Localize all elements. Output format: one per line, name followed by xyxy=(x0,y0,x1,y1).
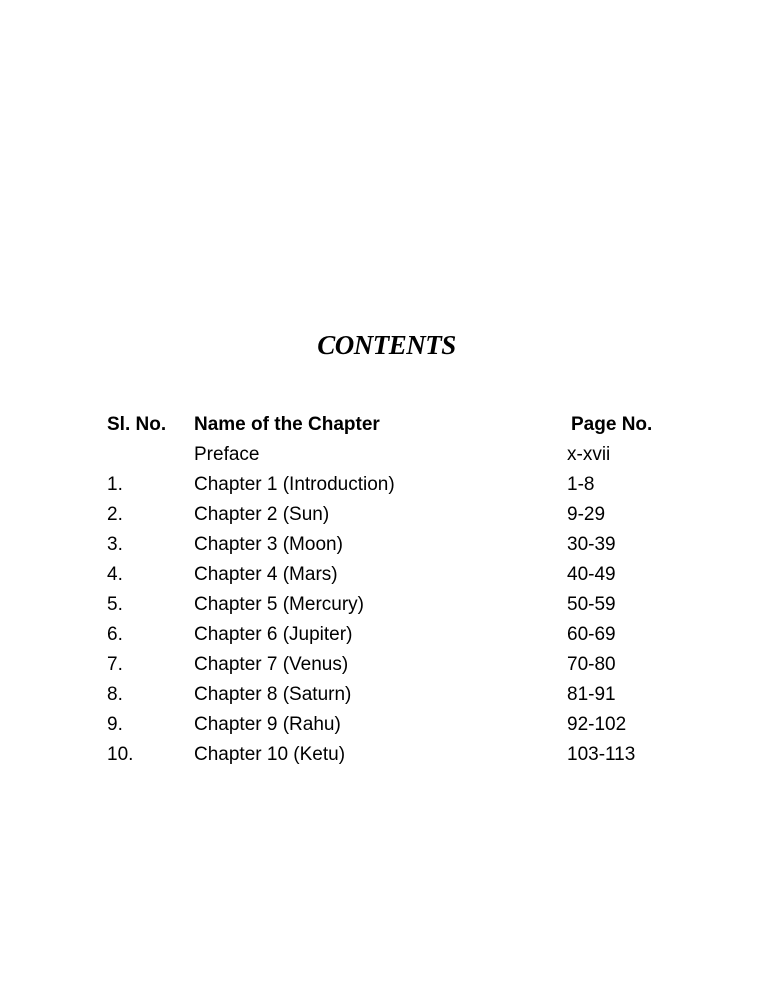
row-sl-no: 4. xyxy=(107,564,123,585)
row-page-range: 81-91 xyxy=(567,684,616,705)
row-sl-no: 5. xyxy=(107,594,123,615)
row-page-range: 1-8 xyxy=(567,474,595,495)
table-row-chapter-9 xyxy=(107,710,707,740)
row-chapter-name: Preface xyxy=(194,444,260,465)
row-chapter-name: Chapter 6 (Jupiter) xyxy=(194,624,353,645)
table-row-chapter-10 xyxy=(107,740,707,770)
row-chapter-name: Chapter 7 (Venus) xyxy=(194,654,349,675)
row-chapter-name: Chapter 1 (Introduction) xyxy=(194,474,395,495)
table-row-preface xyxy=(107,440,707,470)
row-sl-no: 9. xyxy=(107,714,123,735)
row-chapter-name: Chapter 2 (Sun) xyxy=(194,504,330,525)
table-row-chapter-2 xyxy=(107,500,707,530)
row-chapter-name: Chapter 10 (Ketu) xyxy=(194,744,346,765)
table-row-chapter-1 xyxy=(107,470,707,500)
row-sl-no: 7. xyxy=(107,654,123,675)
table-row-chapter-8 xyxy=(107,680,707,710)
row-page-range: 40-49 xyxy=(567,564,616,585)
page-title: CONTENTS xyxy=(317,330,456,360)
table-row-chapter-7 xyxy=(107,650,707,680)
row-sl-no: 8. xyxy=(107,684,123,705)
row-chapter-name: Chapter 8 (Saturn) xyxy=(194,684,352,705)
row-page-range: 60-69 xyxy=(567,624,616,645)
row-page-range: 9-29 xyxy=(567,504,606,525)
row-page-range: 30-39 xyxy=(567,534,616,555)
row-sl-no: 1. xyxy=(107,474,123,495)
row-page-range: 92-102 xyxy=(567,714,627,735)
row-sl-no: 10. xyxy=(107,744,134,765)
row-sl-no: 2. xyxy=(107,504,123,525)
table-row-chapter-3 xyxy=(107,530,707,560)
row-page-range: x-xvii xyxy=(567,444,611,465)
row-sl-no: 6. xyxy=(107,624,123,645)
table-row-chapter-6 xyxy=(107,620,707,650)
row-chapter-name: Chapter 5 (Mercury) xyxy=(194,594,364,615)
table-row-chapter-4 xyxy=(107,560,707,590)
header-chapter-name: Name of the Chapter xyxy=(194,414,380,435)
header-page-no: Page No. xyxy=(571,414,653,435)
row-chapter-name: Chapter 4 (Mars) xyxy=(194,564,338,585)
row-sl-no: 3. xyxy=(107,534,123,555)
contents-table xyxy=(107,410,707,770)
header-sl-no: Sl. No. xyxy=(107,414,167,435)
row-page-range: 70-80 xyxy=(567,654,616,675)
row-chapter-name: Chapter 9 (Rahu) xyxy=(194,714,341,735)
row-chapter-name: Chapter 3 (Moon) xyxy=(194,534,343,555)
row-page-range: 50-59 xyxy=(567,594,616,615)
table-header-row xyxy=(107,410,707,440)
row-page-range: 103-113 xyxy=(567,744,636,765)
table-row-chapter-5 xyxy=(107,590,707,620)
